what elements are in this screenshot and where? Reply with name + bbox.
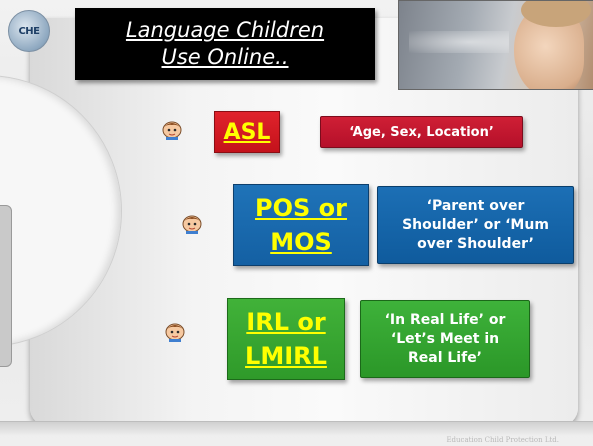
meaning-pos-mos (377, 186, 574, 264)
decorative-tab (0, 205, 12, 367)
logo-text: CHE (18, 25, 40, 37)
child-face-icon (160, 118, 184, 140)
child-face-icon (163, 320, 187, 342)
acronym-pos-text: POS or (255, 194, 347, 222)
footer-credit: Education Child Protection Ltd. (446, 436, 559, 444)
meaning-asl-text: ‘Age, Sex, Location’ (349, 124, 494, 140)
acronym-asl-text: ASL (223, 119, 271, 145)
meaning-irl-lmirl-text: ‘In Real Life’ or ‘Let’s Meet in Real Life’ (384, 311, 506, 366)
acronym-pos-mos (233, 184, 369, 266)
acronym-irl-text: IRL or (246, 308, 326, 336)
meaning-asl (320, 116, 523, 148)
acronym-lmirl-text: LMIRL (245, 342, 327, 370)
meaning-pos-mos-text: ‘Parent over Shoulder’ or ‘Mum over Shoulder’ (402, 197, 549, 252)
acronym-asl (214, 111, 280, 153)
title-box (75, 8, 375, 80)
meaning-irl-lmirl (360, 300, 530, 378)
page-title-line-1: Language Children (125, 18, 325, 42)
photo-mist (409, 31, 509, 53)
child-photo (398, 0, 593, 90)
child-face-icon (180, 212, 204, 234)
page-title-line-2: Use Online.. (161, 45, 289, 69)
footer-bar (0, 421, 593, 436)
acronym-mos-text: MOS (270, 228, 332, 256)
acronym-irl-lmirl (227, 298, 345, 380)
logo-icon (8, 10, 50, 52)
